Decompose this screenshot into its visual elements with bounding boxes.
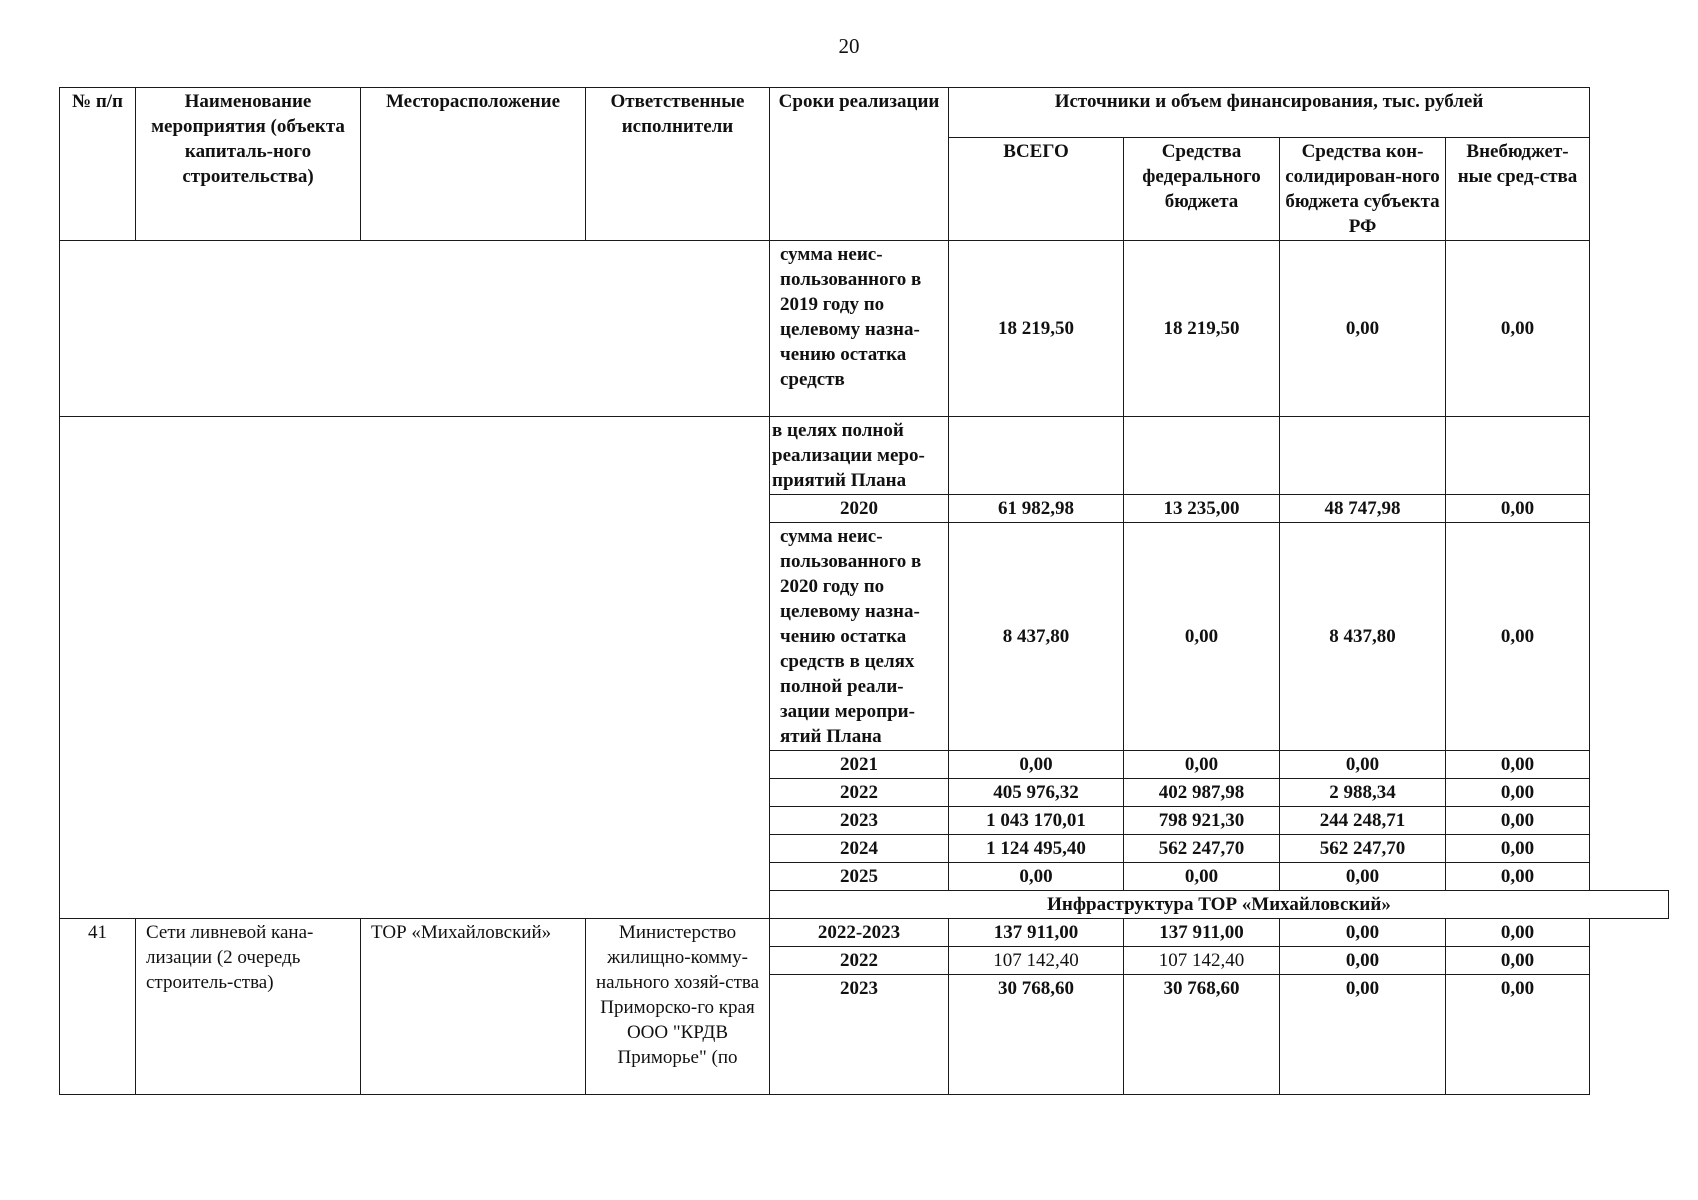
offbudget-cell: 0,00	[1446, 779, 1590, 807]
total-cell: 1 043 170,01	[949, 807, 1124, 835]
subheader-federal: Средства федерального бюджета	[1124, 138, 1280, 241]
header-funding: Источники и объем финансирования, тыс. рублей	[949, 88, 1590, 138]
row-unused-2019	[60, 241, 1669, 417]
federal-cell: 0,00	[1124, 523, 1280, 751]
empty-cell	[60, 241, 770, 417]
total-cell: 8 437,80	[949, 523, 1124, 751]
term-cell: 2025	[770, 863, 949, 891]
term-cell: 2021	[770, 751, 949, 779]
term-cell: 2022	[770, 947, 949, 975]
subheader-offbudget: Внебюджет-ные сред-ства	[1446, 138, 1590, 241]
empty-merged-cell	[60, 417, 770, 919]
term-cell: 2022-2023	[770, 919, 949, 947]
term-cell: сумма неис-пользованного в 2020 году по целевому назна-чению остатка средств в целях полной реали-зации меропри-ятий Плана	[770, 523, 949, 751]
offbudget-cell: 0,00	[1446, 495, 1590, 523]
total-cell: 30 768,60	[949, 975, 1124, 1095]
federal-cell: 798 921,30	[1124, 807, 1280, 835]
total-cell: 137 911,00	[949, 919, 1124, 947]
header-row	[60, 88, 1669, 138]
regional-cell: 0,00	[1280, 919, 1446, 947]
total-cell: 405 976,32	[949, 779, 1124, 807]
header-location: Месторасположение	[361, 88, 586, 241]
total-cell: 1 124 495,40	[949, 835, 1124, 863]
regional-cell: 244 248,71	[1280, 807, 1446, 835]
federal-cell: 137 911,00	[1124, 919, 1280, 947]
federal-cell: 13 235,00	[1124, 495, 1280, 523]
federal-cell: 30 768,60	[1124, 975, 1280, 1095]
total-cell: 61 982,98	[949, 495, 1124, 523]
federal-cell: 0,00	[1124, 863, 1280, 891]
regional-cell: 2 988,34	[1280, 779, 1446, 807]
term-cell: 2023	[770, 807, 949, 835]
empty-cell	[1446, 417, 1590, 495]
total-cell: 0,00	[949, 751, 1124, 779]
total-cell: 0,00	[949, 863, 1124, 891]
federal-cell: 0,00	[1124, 751, 1280, 779]
header-terms: Сроки реализации	[770, 88, 949, 241]
subheader-regional: Средства кон-солидирован-ного бюджета субъекта РФ	[1280, 138, 1446, 241]
term-cell: 2023	[770, 975, 949, 1095]
offbudget-cell: 0,00	[1446, 835, 1590, 863]
offbudget-cell: 0,00	[1446, 863, 1590, 891]
federal-cell: 18 219,50	[1124, 241, 1280, 417]
offbudget-cell: 0,00	[1446, 241, 1590, 417]
item-responsible: Министерство жилищно-комму-нального хозяй-ства Приморско-го края ООО "КРДВ Приморье" (по	[586, 919, 770, 1095]
offbudget-cell: 0,00	[1446, 947, 1590, 975]
empty-cell	[1124, 417, 1280, 495]
term-cell: 2022	[770, 779, 949, 807]
federal-cell: 402 987,98	[1124, 779, 1280, 807]
regional-cell: 562 247,70	[1280, 835, 1446, 863]
empty-cell	[1280, 417, 1446, 495]
offbudget-cell: 0,00	[1446, 919, 1590, 947]
financing-table	[59, 87, 1669, 1095]
header-responsible: Ответственные исполнители	[586, 88, 770, 241]
item-location: ТОР «Михайловский»	[361, 919, 586, 1095]
row-plan-note	[60, 417, 1669, 495]
header-no: № п/п	[60, 88, 136, 241]
regional-cell: 0,00	[1280, 863, 1446, 891]
offbudget-cell: 0,00	[1446, 751, 1590, 779]
plan-note: в целях полной реализации меро-приятий Плана	[770, 417, 949, 495]
regional-cell: 0,00	[1280, 751, 1446, 779]
term-cell: 2020	[770, 495, 949, 523]
header-name: Наименование мероприятия (объекта капиталь-ного строительства)	[136, 88, 361, 241]
federal-cell: 107 142,40	[1124, 947, 1280, 975]
item-number: 41	[60, 919, 136, 1095]
regional-cell: 0,00	[1280, 241, 1446, 417]
empty-cell	[949, 417, 1124, 495]
regional-cell: 48 747,98	[1280, 495, 1446, 523]
offbudget-cell: 0,00	[1446, 975, 1590, 1095]
term-cell: 2024	[770, 835, 949, 863]
regional-cell: 8 437,80	[1280, 523, 1446, 751]
total-cell: 18 219,50	[949, 241, 1124, 417]
total-cell: 107 142,40	[949, 947, 1124, 975]
offbudget-cell: 0,00	[1446, 523, 1590, 751]
regional-cell: 0,00	[1280, 975, 1446, 1095]
item41-row	[60, 919, 1669, 947]
regional-cell: 0,00	[1280, 947, 1446, 975]
term-cell: сумма неис-пользованного в 2019 году по целевому назна-чению остатка средств	[770, 241, 949, 417]
page-number: 20	[838, 34, 860, 58]
subheader-total: ВСЕГО	[949, 138, 1124, 241]
offbudget-cell: 0,00	[1446, 807, 1590, 835]
section-title: Инфраструктура ТОР «Михайловский»	[770, 891, 1669, 919]
federal-cell: 562 247,70	[1124, 835, 1280, 863]
item-name: Сети ливневой кана-лизации (2 очередь строитель-ства)	[136, 919, 361, 1095]
